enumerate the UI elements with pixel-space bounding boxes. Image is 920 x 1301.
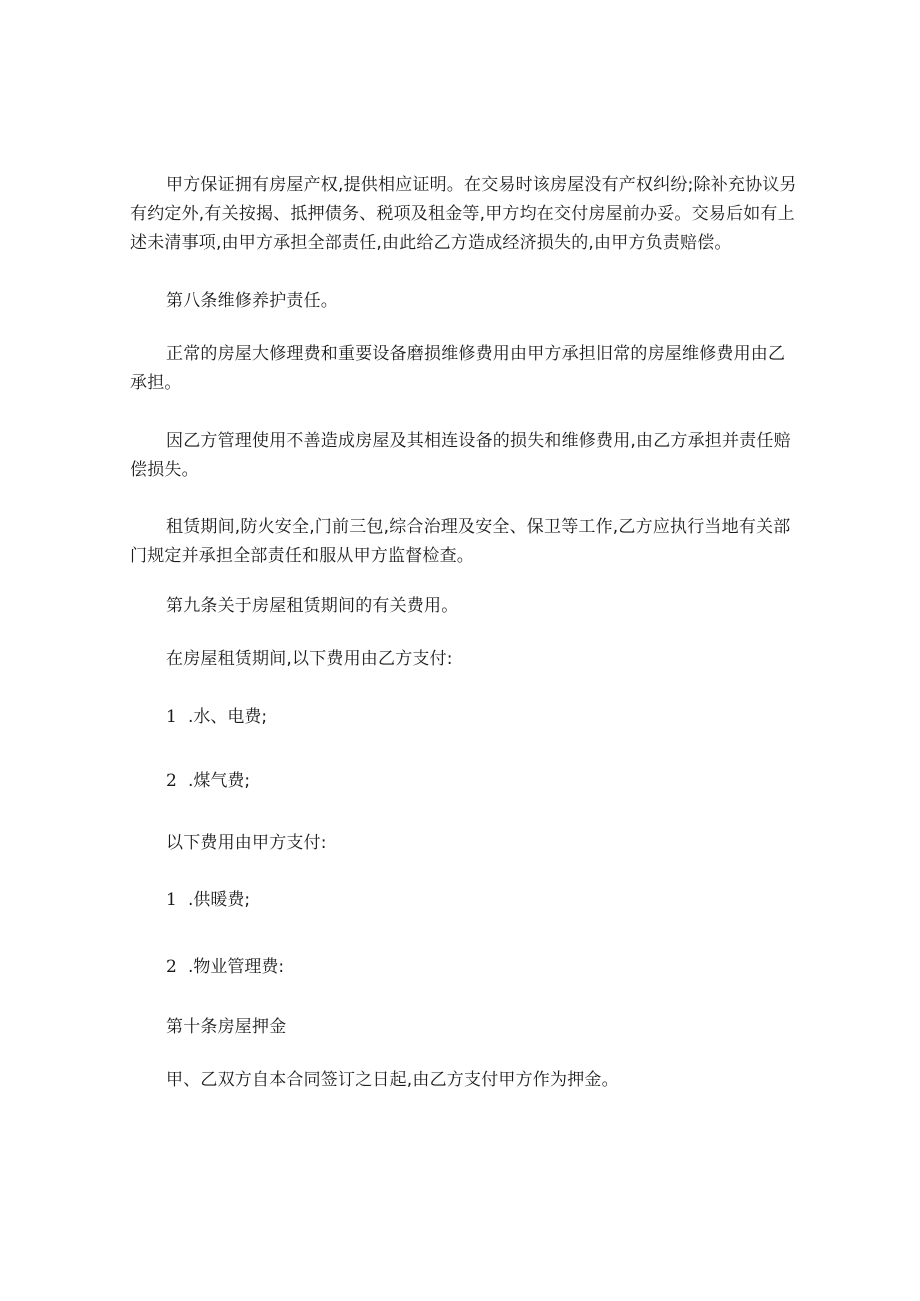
- paragraph-deposit: 甲、乙双方自本合同签订之日起,由乙方支付甲方作为押金。: [166, 1070, 619, 1090]
- paragraph-tenant-damage: 因乙方管理使用不善造成房屋及其相连设备的损失和维修费用,由乙方承担并责任赔偿损失。: [130, 431, 791, 480]
- list-item-number: 2: [166, 771, 177, 791]
- list-item-number: 1: [166, 707, 177, 727]
- list-item-number: 1: [166, 890, 177, 910]
- article-10-heading: 第十条房屋押金: [166, 1017, 287, 1037]
- list-item: [166, 953, 284, 982]
- list-item-text: .水、电费;: [188, 707, 268, 727]
- list-item: [166, 703, 267, 732]
- article-9-heading: 第九条关于房屋租赁期间的有关费用。: [166, 596, 459, 616]
- paragraph-tenant-pays: 在房屋租赁期间,以下费用由乙方支付:: [166, 649, 453, 669]
- list-item: [166, 767, 250, 796]
- list-item-text: .供暖费;: [188, 890, 251, 910]
- paragraph-property-guarantee: 甲方保证拥有房屋产权,提供相应证明。在交易时该房屋没有产权纠纷;除补充协议另有约定外,有关按揭、抵押债务、税项及租金等,甲方均在交付房屋前办妥。交易后如有上述未清事项,由甲方承担全部责任,由此给乙方造成经济损失的,由甲方负责赔偿。: [130, 175, 797, 253]
- list-item-text: .煤气费;: [188, 771, 251, 791]
- article-8-heading: 第八条维修养护责任。: [166, 291, 338, 311]
- paragraph-safety-duties: 租赁期间,防火安全,门前三包,综合治理及安全、保卫等工作,乙方应执行当地有关部门规定并承担全部责任和服从甲方监督检查。: [130, 517, 791, 566]
- list-item-number: 2: [166, 957, 177, 977]
- list-item-text: .物业管理费:: [188, 957, 285, 977]
- paragraph-repair-costs: 正常的房屋大修理费和重要设备磨损维修费用由甲方承担旧常的房屋维修费用由乙承担。: [130, 344, 786, 393]
- list-item: [166, 886, 250, 915]
- paragraph-landlord-pays: 以下费用由甲方支付:: [166, 833, 327, 853]
